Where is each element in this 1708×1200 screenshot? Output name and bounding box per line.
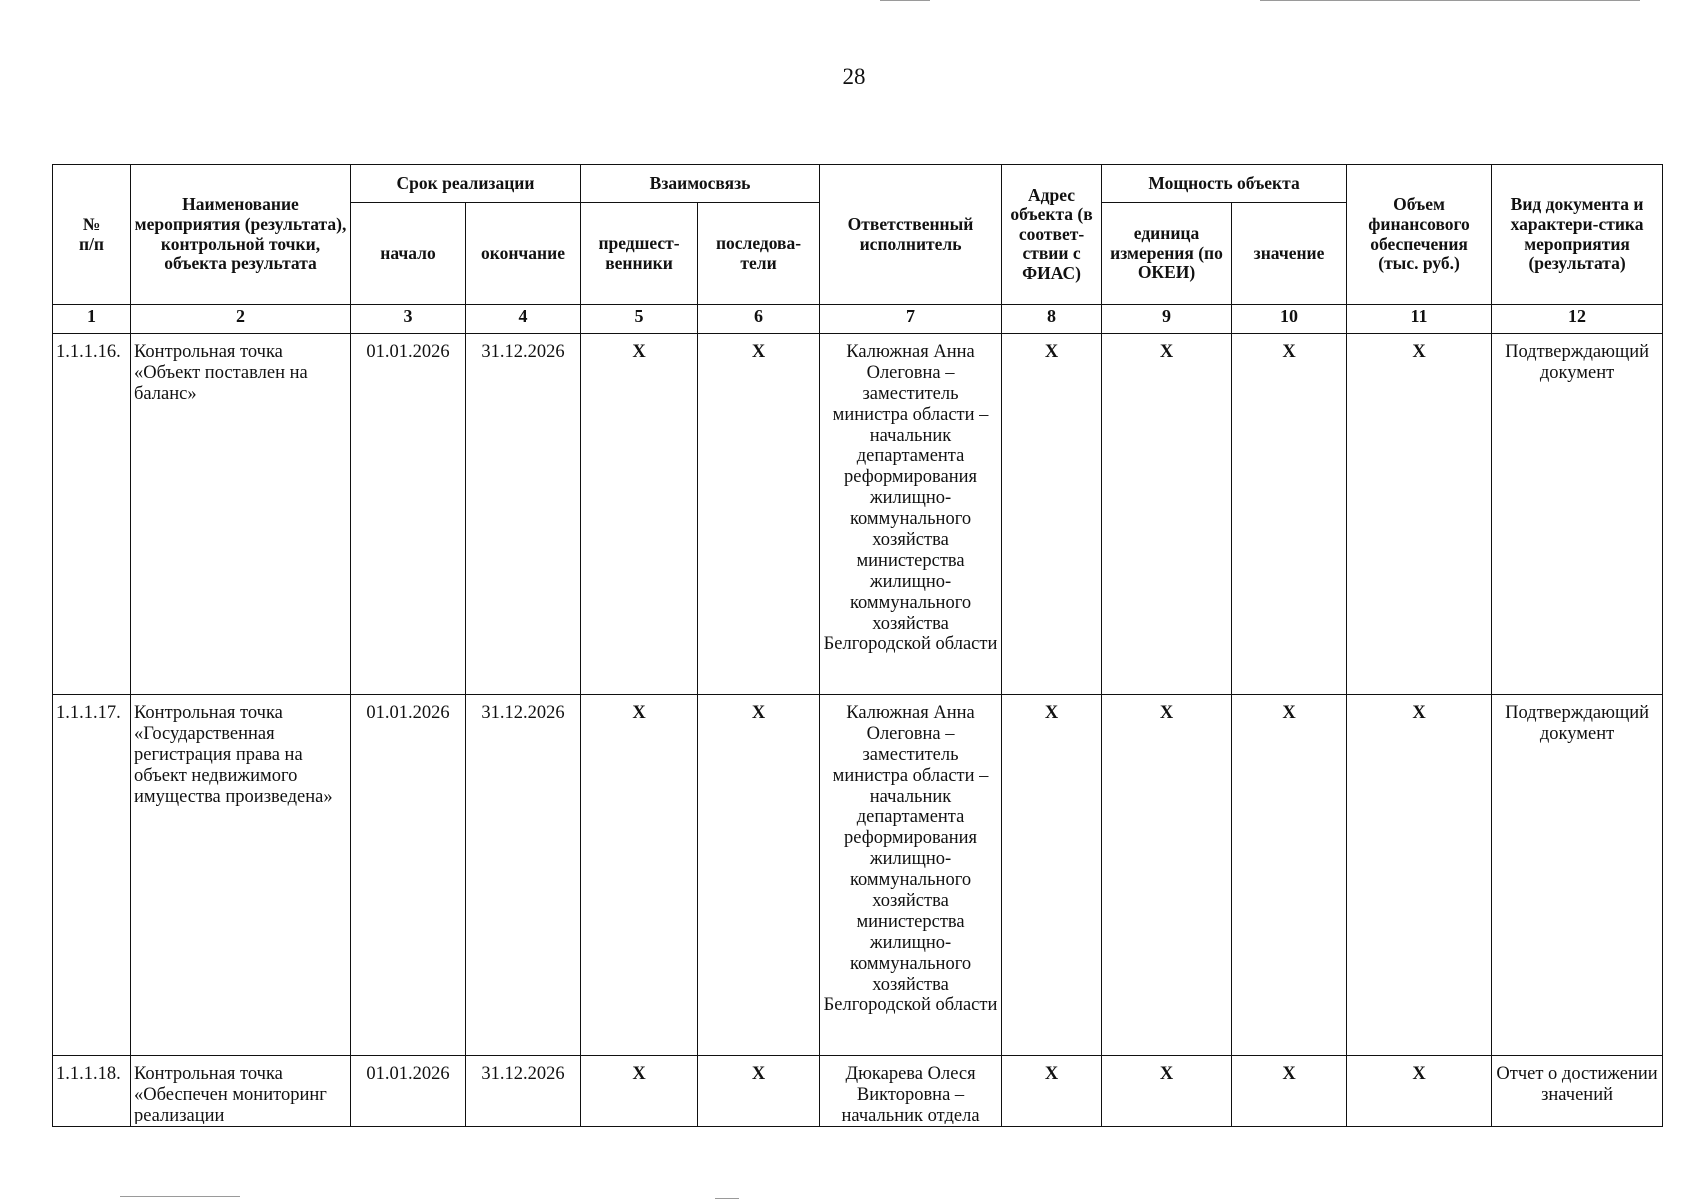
- header-row-groups: [53, 165, 1663, 203]
- cell-value: X: [1232, 1056, 1347, 1127]
- column-number: 10: [1232, 305, 1347, 334]
- scan-artifact-line: [880, 0, 930, 1]
- header-link-group: Взаимосвязь: [581, 165, 820, 203]
- cell-responsible-text: Дюкарева Олеся Викторовна – начальник отдела: [841, 1064, 980, 1124]
- cell-doc: Подтверждающий документ: [1492, 334, 1663, 695]
- cell-succ: X: [698, 695, 820, 1056]
- column-number: 1: [53, 305, 131, 334]
- column-number: 7: [820, 305, 1002, 334]
- cell-unit: X: [1102, 1056, 1232, 1127]
- cell-start: 01.01.2026: [351, 695, 466, 1056]
- table-row: [53, 695, 1663, 1056]
- cell-end: 31.12.2026: [466, 1056, 581, 1127]
- cell-end: 31.12.2026: [466, 695, 581, 1056]
- cell-doc-text: Отчет о достижении значений: [1496, 1064, 1658, 1105]
- header-address: Адрес объекта (в соответ-ствии с ФИАС): [1002, 165, 1102, 305]
- cell-end: 31.12.2026: [466, 334, 581, 695]
- cell-address: X: [1002, 1056, 1102, 1127]
- cell-unit: X: [1102, 695, 1232, 1056]
- cell-name-text: Контрольная точка «Обеспечен мониторинг реализации: [134, 1064, 327, 1124]
- cell-succ: X: [698, 334, 820, 695]
- cell-name: [131, 1056, 351, 1127]
- header-capacity-group: Мощность объекта: [1102, 165, 1347, 203]
- cell-value: X: [1232, 334, 1347, 695]
- column-number: 8: [1002, 305, 1102, 334]
- header-term-end: окончание: [466, 203, 581, 305]
- cell-finance: X: [1347, 334, 1492, 695]
- cell-doc: Подтверждающий документ: [1492, 695, 1663, 1056]
- scan-artifact-line: [715, 1198, 739, 1199]
- column-number: 6: [698, 305, 820, 334]
- column-number-row: [53, 305, 1663, 334]
- scan-artifact-line: [1260, 0, 1640, 1]
- header-doc-type: Вид документа и характери-стика мероприятия (результата): [1492, 165, 1663, 305]
- cell-responsible: Калюжная Анна Олеговна – заместитель министра области – начальник департамента реформирования жилищно-коммунального хозяйства министерства жилищно-коммунального хозяйства Белгородской области: [820, 334, 1002, 695]
- table-row: [53, 334, 1663, 695]
- column-number: 5: [581, 305, 698, 334]
- cell-succ: X: [698, 1056, 820, 1127]
- header-term-group: Срок реализации: [351, 165, 581, 203]
- cell-name: Контрольная точка «Объект поставлен на баланс»: [131, 334, 351, 695]
- cell-responsible: [820, 1056, 1002, 1127]
- cell-pred: X: [581, 334, 698, 695]
- cell-pred: X: [581, 1056, 698, 1127]
- plan-table: [52, 164, 1663, 1127]
- cell-name: Контрольная точка «Государственная регистрация права на объект недвижимого имущества произведена»: [131, 695, 351, 1056]
- header-num: № п/п: [53, 165, 131, 305]
- column-number: 2: [131, 305, 351, 334]
- column-number: 11: [1347, 305, 1492, 334]
- header-link-succ: последова-тели: [698, 203, 820, 305]
- column-number: 3: [351, 305, 466, 334]
- table-row: [53, 1056, 1663, 1127]
- cell-value: X: [1232, 695, 1347, 1056]
- header-link-pred: предшест-венники: [581, 203, 698, 305]
- cell-address: X: [1002, 695, 1102, 1056]
- cell-responsible: Калюжная Анна Олеговна – заместитель министра области – начальник департамента реформирования жилищно-коммунального хозяйства министерства жилищно-коммунального хозяйства Белгородской области: [820, 695, 1002, 1056]
- header-capacity-value: значение: [1232, 203, 1347, 305]
- header-capacity-unit: единица измерения (по ОКЕИ): [1102, 203, 1232, 305]
- cell-num: 1.1.1.18.: [53, 1056, 131, 1127]
- cell-num: 1.1.1.17.: [53, 695, 131, 1056]
- column-number: 4: [466, 305, 581, 334]
- cell-address: X: [1002, 334, 1102, 695]
- cell-pred: X: [581, 695, 698, 1056]
- cell-start: 01.01.2026: [351, 334, 466, 695]
- cell-num: 1.1.1.16.: [53, 334, 131, 695]
- header-finance: Объем финансового обеспечения (тыс. руб.): [1347, 165, 1492, 305]
- header-responsible: Ответственный исполнитель: [820, 165, 1002, 305]
- column-number: 12: [1492, 305, 1663, 334]
- cell-finance: X: [1347, 695, 1492, 1056]
- header-term-start: начало: [351, 203, 466, 305]
- column-number: 9: [1102, 305, 1232, 334]
- header-name: Наименование мероприятия (результата), контрольной точки, объекта результата: [131, 165, 351, 305]
- page-number: 28: [842, 64, 866, 89]
- scan-artifact-line: [120, 1196, 240, 1197]
- cell-finance: X: [1347, 1056, 1492, 1127]
- cell-start: 01.01.2026: [351, 1056, 466, 1127]
- cell-unit: X: [1102, 334, 1232, 695]
- cell-doc: [1492, 1056, 1663, 1127]
